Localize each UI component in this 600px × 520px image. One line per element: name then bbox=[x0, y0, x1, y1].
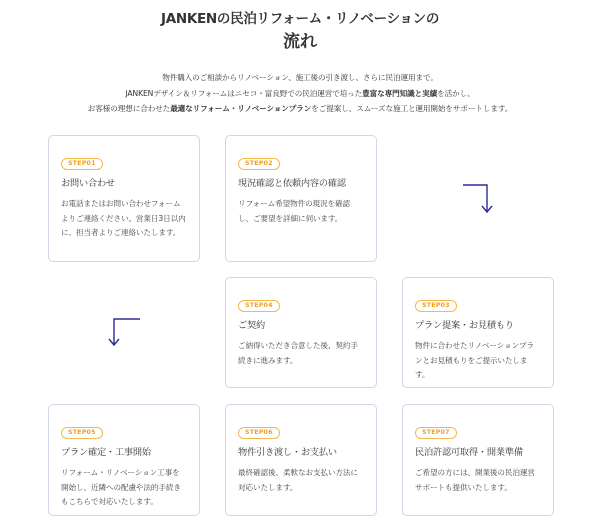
page-title bbox=[0, 10, 600, 54]
intro-line3-c: をご提案し、スムーズな施工と運用開始をサポートします。 bbox=[311, 104, 513, 113]
step-description: 物件に合わせたリノベーションプランとお見積もりをご提示いたします。 bbox=[415, 341, 534, 379]
step-card-1 bbox=[48, 135, 200, 262]
step-badge: STEP05 bbox=[61, 427, 103, 439]
step-card-6 bbox=[225, 404, 377, 516]
step-description: リフォーム・リノベーション工事を開始し、近隣への配慮や法的手続きもこちらで対応いたします。 bbox=[61, 468, 181, 506]
step-title: 民泊許認可取得・開業準備 bbox=[415, 447, 523, 458]
step-description: ご納得いただき合意した後、契約手続きに進みます。 bbox=[238, 341, 358, 365]
step-card-4 bbox=[225, 277, 377, 388]
intro-line3 bbox=[0, 101, 600, 117]
intro-text bbox=[0, 70, 600, 117]
step-title: 現況確認と依頼内容の確認 bbox=[238, 178, 346, 189]
title-line2: 流れ bbox=[283, 32, 317, 52]
step-title: お問い合わせ bbox=[61, 178, 115, 189]
step-card-2 bbox=[225, 135, 377, 262]
step-description: ご希望の方には、開業後の民泊運営サポートも提供いたします。 bbox=[415, 468, 535, 492]
step-title: 物件引き渡し・お支払い bbox=[238, 447, 337, 458]
elbow-arrow-down-icon bbox=[460, 182, 496, 216]
intro-line3-a: お客様の理想に合わせた bbox=[87, 104, 171, 113]
title-line1: JANKENの民泊リフォーム・リノベーションの bbox=[160, 11, 440, 27]
step-title: プラン提案・お見積もり bbox=[415, 320, 514, 331]
intro-line2-emphasis: 豊富な専門知識と実績 bbox=[362, 88, 438, 98]
intro-line2-a: JANKENデザイン＆リフォームはニセコ・富良野での民泊運営で培った bbox=[125, 88, 363, 98]
step-badge: STEP02 bbox=[238, 158, 280, 170]
step-badge: STEP01 bbox=[61, 158, 103, 170]
step-title: ご契約 bbox=[238, 320, 265, 331]
intro-line1: 物件購入のご相談からリノベーション、施工後の引き渡し、さらに民泊運用まで。 bbox=[162, 73, 438, 82]
intro-line2 bbox=[0, 86, 600, 102]
step-badge: STEP03 bbox=[415, 300, 457, 312]
step-card-3 bbox=[402, 277, 554, 388]
step-description: 最終確認後、柔軟なお支払い方法に対応いたします。 bbox=[238, 468, 358, 492]
step-card-5 bbox=[48, 404, 200, 516]
step-card-7 bbox=[402, 404, 554, 516]
intro-line2-c: を活かし、 bbox=[437, 88, 475, 98]
step-badge: STEP07 bbox=[415, 427, 457, 439]
intro-line3-emphasis: 最適なリフォーム・リノベーションプラン bbox=[170, 104, 312, 113]
step-description: お電話またはお問い合わせフォームよりご連絡ください。営業日3日以内に、担当者よりご連絡いたします。 bbox=[61, 199, 186, 237]
step-title: プラン確定・工事開始 bbox=[61, 447, 151, 458]
step-badge: STEP04 bbox=[238, 300, 280, 312]
elbow-arrow-down-icon bbox=[104, 316, 144, 350]
step-description: リフォーム希望物件の現況を確認し、ご要望を詳細に伺います。 bbox=[238, 199, 351, 223]
step-badge: STEP06 bbox=[238, 427, 280, 439]
